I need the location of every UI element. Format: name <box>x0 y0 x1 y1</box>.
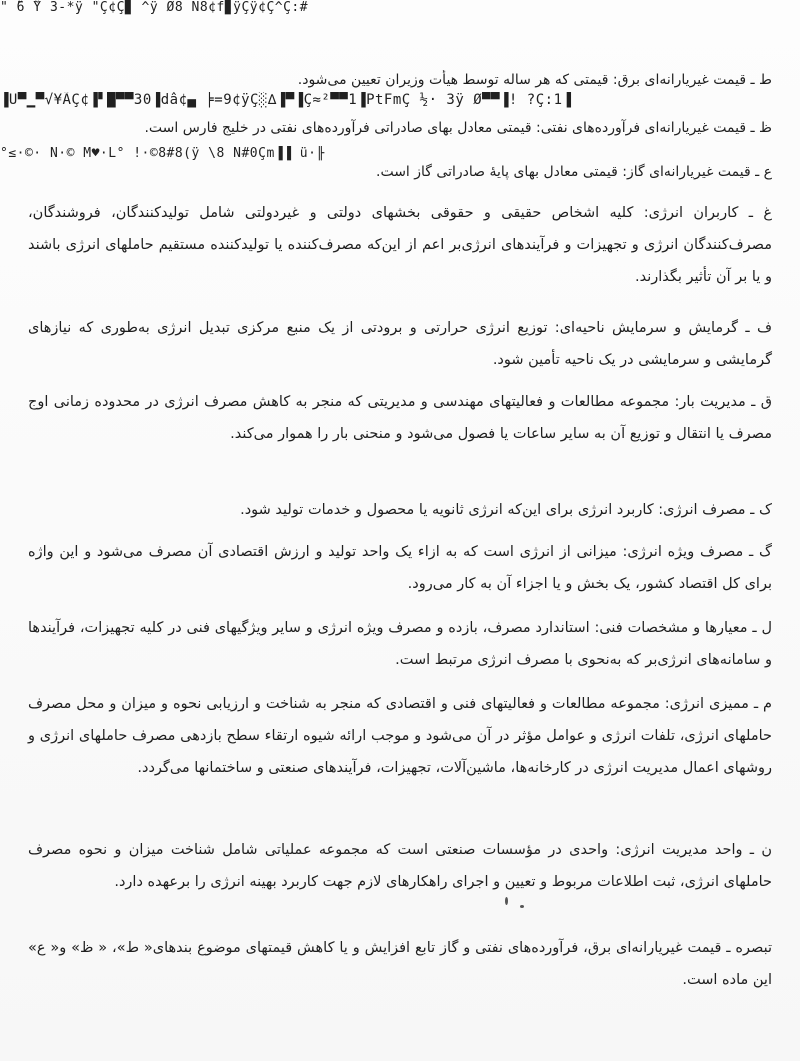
definition-za: ظ ـ قیمت غیریارانه‌ای فرآورده‌های نفتی: قیمتی معادل بهای صادراتی فرآورده‌های نفتی در خلیج فارس است. <box>144 120 772 136</box>
scan-speck <box>505 897 508 905</box>
scan-artifact-top: " ̃6 ̃Ÿ 3-*ÿ "Ç¢Ç▊ ^ÿ Ø8 N8¢f▊ÿÇÿ¢Ç^Ç:# <box>0 0 309 15</box>
note-tabsareh: تبصره ـ قیمت غیریارانه‌ای برق، فرآورده‌های نفتی و گاز تابع افزایش و یا کاهش قیمتهای موضوع بندهای« ط»، « ظ» و« ع» این ماده است. <box>28 940 772 988</box>
definition-lam: ل ـ معیارها و مشخصات فنی: استاندارد مصرف، بازده و مصرف ویژه انرژی و سایر ویژگیهای فنی در کلیه تجهیزات، فرآیندها و سامانه‌های انرژی‌بر که به‌نحوی با مصرف انرژی مرتبط است. <box>28 620 772 668</box>
definition-ghein: غ ـ کاربران انرژی: کلیه اشخاص حقیقی و حقوقی بخشهای دولتی و غیردولتی شامل تولیدکنندگان، فروشندگان، مصرف‌کنندگان انرژی و تجهیزات و فرآیندهای انرژی‌بر اعم از این‌که مصرف‌کننده یا تولیدکننده مستقیم حاملهای انرژی باشند و یا بر آن تأثیر بگذارند. <box>28 205 772 285</box>
definition-gaf: گ ـ مصرف ویژه انرژی: میزانی از انرژی است که به ازاء یک واحد تولید و ارزش اقتصادی آن مصرف می‌شود و این واژه برای کل اقتصاد کشور، یک بخش و یا اجزاء آن به کار می‌رود. <box>28 544 772 592</box>
scan-speck <box>520 905 524 908</box>
definition-fe: ف ـ گرمایش و سرمایش ناحیه‌ای: توزیع انرژی حرارتی و برودتی از یک منبع مرکزی تبدیل انرژی به‌طوری که نیازهای گرمایشی و سرمایشی در یک ناحیه تأمین شود. <box>28 320 772 368</box>
definition-kaf: ک ـ مصرف انرژی: کاربرد انرژی برای این‌که انرژی ثانویه یا محصول و خدمات تولید شود. <box>240 502 772 518</box>
definition-qaf: ق ـ مدیریت بار: مجموعه مطالعات و فعالیتهای مهندسی و مدیریتی که منجر به کاهش مصرف انرژی در محدوده زمانی اوج مصرف یا انتقال و توزیع آن به سایر ساعات یا فصول می‌شود و منحنی بار را هموار می‌کند. <box>28 394 772 442</box>
scan-artifact-mid: ▐Ü▀▁▀√¥ÃÇ¢▐▘█▀▀30▐dâ¢▄ ╞=9¢ÿÇ░∆▐▀▐Ç≈²▀▀1▐PtFmÇ ½· 3ÿ Ø▀▀▐! ?Ç:1▐ <box>0 92 572 108</box>
definition-nun: ن ـ واحد مدیریت انرژی: واحدی در مؤسسات صنعتی است که مجموعه عملیاتی شامل شناخت میزان و نحوه مصرف حاملهای انرژی، ثبت اطلاعات مربوط و تعیین و اجرای راهکارهای لازم جهت کاربرد بهینه انرژی را برعهده دارد. <box>28 842 772 890</box>
definition-ein: ع ـ قیمت غیریارانه‌ای گاز: قیمتی معادل بهای پایهٔ صادراتی گاز است. <box>376 164 772 180</box>
definition-ta: ط ـ قیمت غیریارانه‌ای برق: قیمتی که هر ساله توسط هیأت وزیران تعیین می‌شود. <box>297 72 772 88</box>
scan-artifact-low: °≤·©· Ñ·© M♥·L° !·©8#8(ÿ \8 Ñ#0Çm▐▐ ü·╟ <box>0 146 325 161</box>
definition-mim: م ـ ممیزی انرژی: مجموعه مطالعات و فعالیتهای فنی و اقتصادی که منجر به شناخت و ارزیابی نحوه و میزان و محل مصرف حاملهای انرژی، تلفات انرژی و عوامل مؤثر در آن می‌شود و موجب ارائه شیوه ارتقاء سطح بازدهی مصرف حاملهای انرژی و روشهای اعمال مدیریت انرژی در کارخانه‌ها، ماشین‌آلات، تجهیزات، فرآیندهای صنعتی و ساختمانها می‌گردد. <box>28 696 772 776</box>
